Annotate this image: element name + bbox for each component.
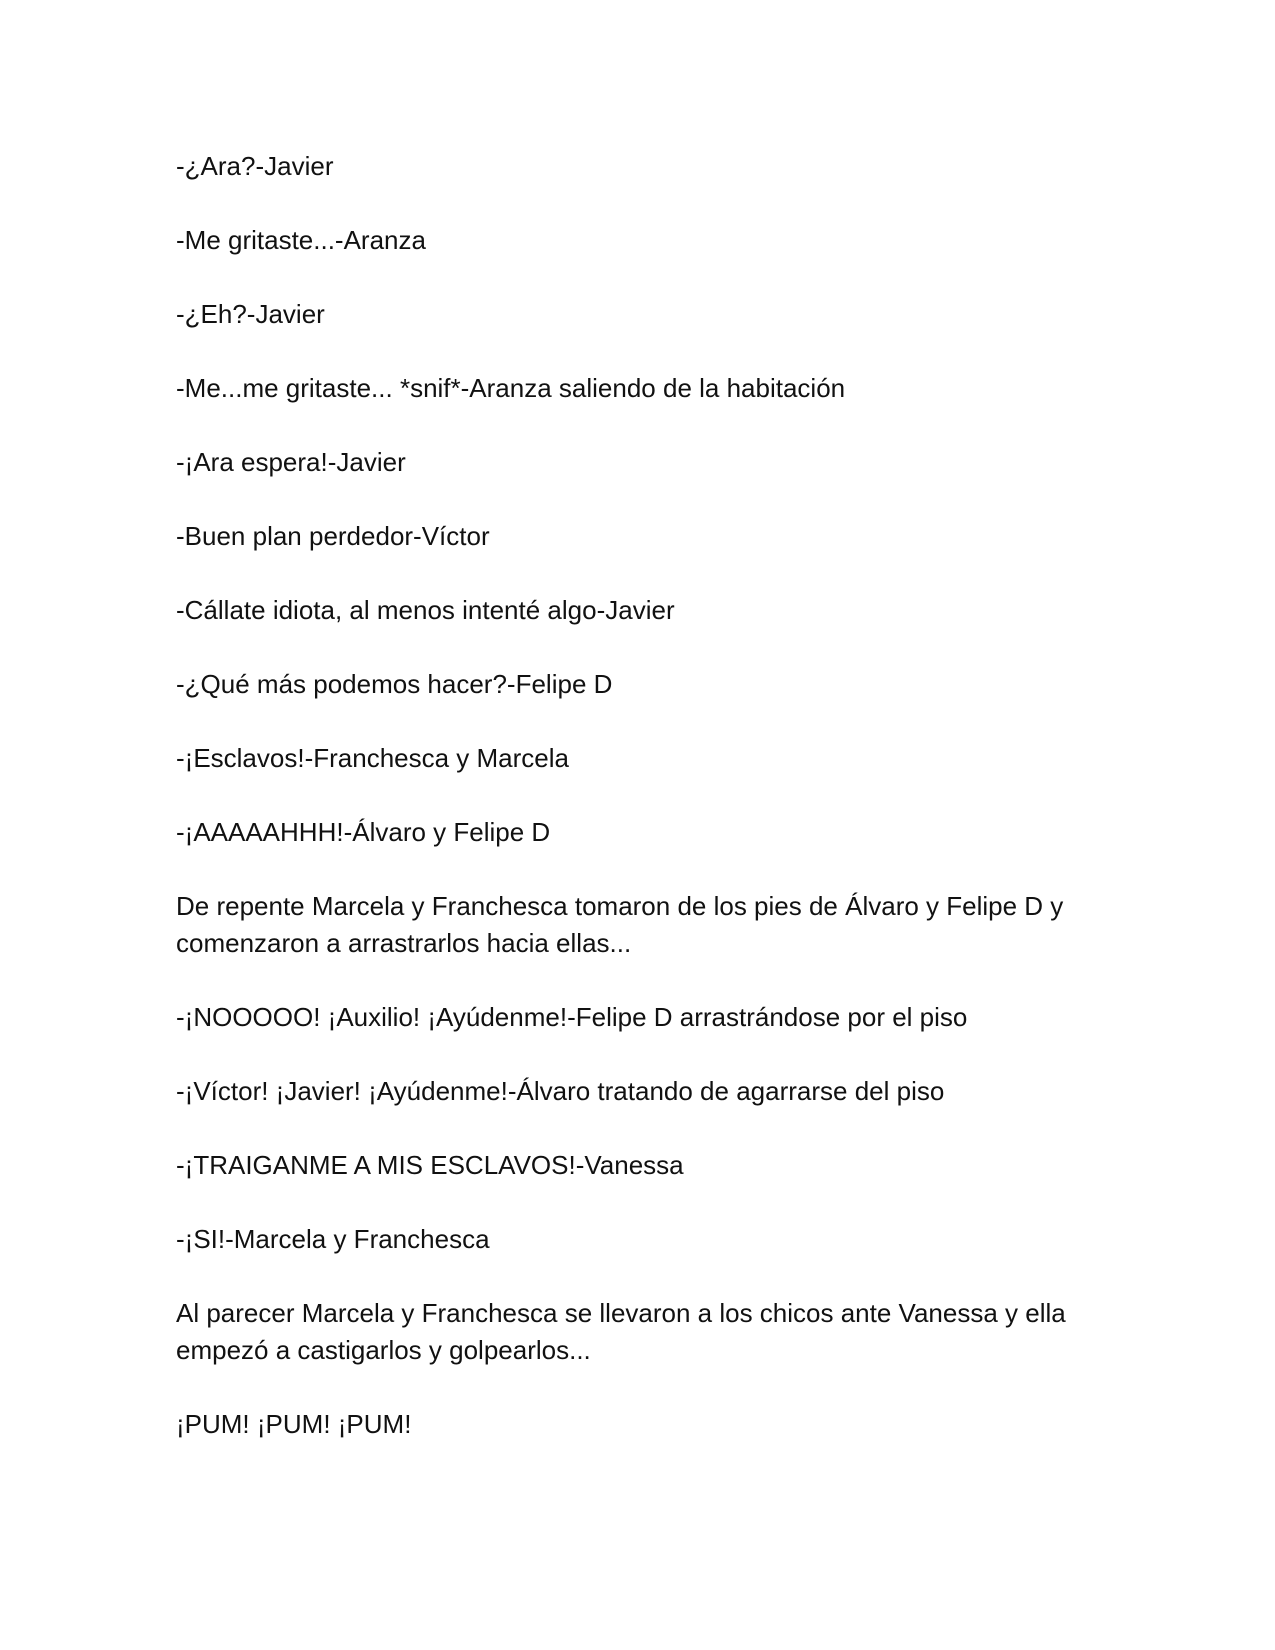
paragraph-7: -Cállate idiota, al menos intenté algo-Javier — [176, 595, 675, 625]
paragraph-13: -¡Víctor! ¡Javier! ¡Ayúdenme!-Álvaro tratando de agarrarse del piso — [176, 1076, 945, 1106]
paragraph-12: -¡NOOOOO! ¡Auxilio! ¡Ayúdenme!-Felipe D arrastrándose por el piso — [176, 1002, 968, 1032]
paragraph-8: -¿Qué más podemos hacer?-Felipe D — [176, 669, 613, 699]
paragraph-2: -Me gritaste...-Aranza — [176, 225, 426, 255]
paragraph-1: -¿Ara?-Javier — [176, 151, 334, 181]
paragraph-14: -¡TRAIGANME A MIS ESCLAVOS!-Vanessa — [176, 1150, 684, 1180]
paragraph-11: De repente Marcela y Franchesca tomaron de los pies de Álvaro y Felipe D y comenzaron a arrastrarlos hacia ellas... — [176, 891, 1064, 958]
paragraph-6: -Buen plan perdedor-Víctor — [176, 521, 490, 551]
paragraph-16: Al parecer Marcela y Franchesca se llevaron a los chicos ante Vanessa y ella empezó a castigarlos y golpearlos... — [176, 1298, 1066, 1365]
paragraph-9: -¡Esclavos!-Franchesca y Marcela — [176, 743, 569, 773]
paragraph-17: ¡PUM! ¡PUM! ¡PUM! — [176, 1409, 412, 1439]
paragraph-3: -¿Eh?-Javier — [176, 299, 325, 329]
paragraph-4: -Me...me gritaste... *snif*-Aranza saliendo de la habitación — [176, 373, 846, 403]
paragraph-15: -¡SI!-Marcela y Franchesca — [176, 1224, 490, 1254]
paragraph-5: -¡Ara espera!-Javier — [176, 447, 406, 477]
paragraph-10: -¡AAAAAHHH!-Álvaro y Felipe D — [176, 817, 551, 847]
document-body — [176, 148, 1096, 1480]
